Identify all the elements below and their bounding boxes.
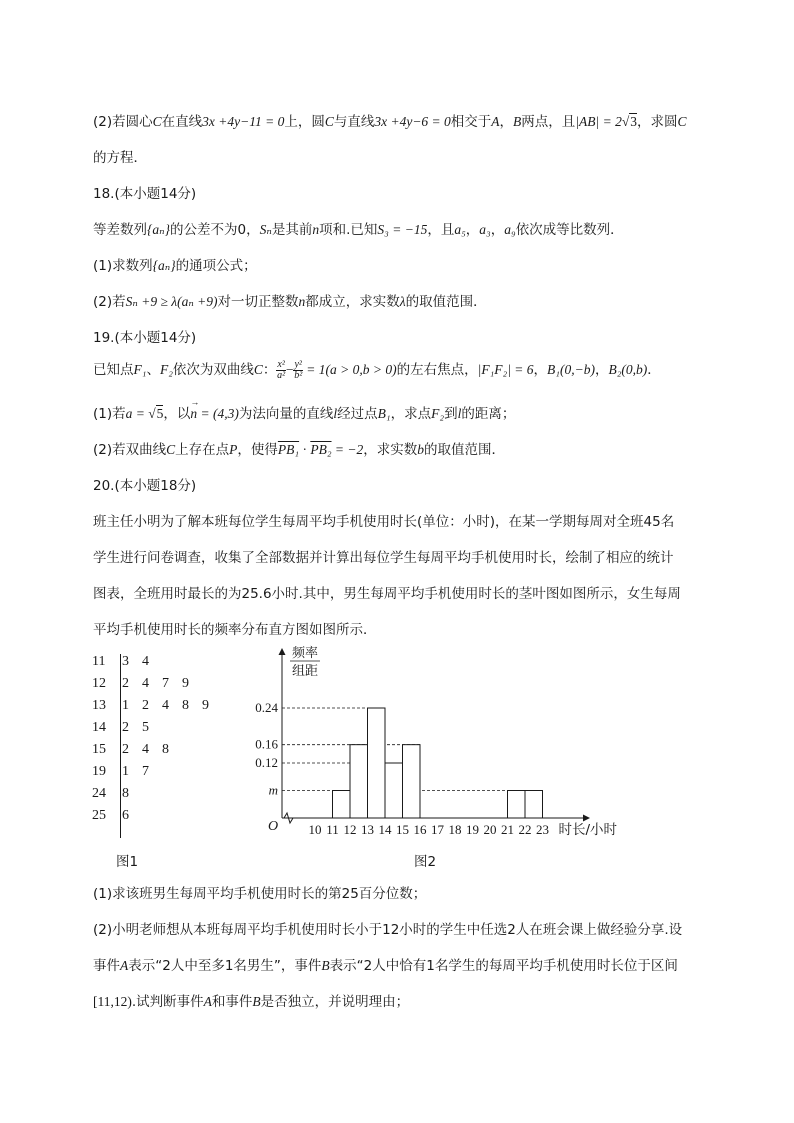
q19-part2: (2)若双曲线C上存在点P，使得PB₁ · PB₂ = −2，求实数b的取值范围．	[93, 442, 505, 458]
stem-leaf-plot	[92, 654, 232, 834]
leaf-value: 4	[142, 742, 149, 757]
q20-para-line2: 学生进行问卷调查，收集了全部数据并计算出每位学生每周平均手机使用时长，绘制了相应的统计	[93, 550, 674, 566]
histogram-bar	[333, 791, 351, 819]
q17-part2-line1: (2)若圆心C在直线3x +4y−11 = 0上，圆C与直线3x +4y−6 = 0相交于A，B两点，且|AB| = 2√3，求圆C	[93, 114, 687, 130]
q18-part1: (1)求数列{aₙ}的通项公式；	[93, 258, 257, 274]
leaf-value: 2	[122, 676, 129, 691]
x-tick-label: 23	[536, 822, 549, 837]
y-tick-label: 0.24	[255, 700, 278, 715]
y-tick-label: 0.12	[255, 755, 278, 770]
stem-value: 12	[92, 676, 106, 691]
q19-stem: 已知点F₁、F₂依次为双曲线C： $\frac{\text{x²}}{\text{a²}}$ − $\frac{\text{y²}}{\text{b²}}$ = 1(a > 0,b > 0)的左右焦点，|F₁F₂| = 6，B₁(0,−b)，B₂(0,b)．	[93, 358, 661, 381]
leaf-value: 3	[122, 654, 129, 669]
stem-value: 14	[92, 720, 106, 735]
x-tick-label: 14	[378, 822, 392, 837]
leaf-values	[122, 676, 202, 692]
leaf-value: 7	[142, 764, 149, 779]
histogram-bar	[368, 708, 386, 818]
x-tick-label: 16	[413, 822, 427, 837]
q20-para-line3: 图表，全班用时最长的为25.6小时.其中，男生每周平均手机使用时长的茎叶图如图所示，女生每周	[93, 586, 681, 602]
figure2-caption: 图2	[414, 854, 437, 870]
x-tick-label: 13	[361, 822, 374, 837]
origin-label: O	[268, 819, 279, 834]
q20-para-line4: 平均手机使用时长的频率分布直方图如图所示．	[93, 622, 377, 638]
q20-part2-line3: [11,12).试判断事件A和事件B是否独立，并说明理由；	[93, 994, 410, 1010]
leaf-values	[122, 654, 162, 670]
leaf-value: 1	[122, 698, 129, 713]
stem-value: 11	[92, 654, 106, 669]
leaf-values	[122, 808, 142, 824]
leaf-values	[122, 720, 162, 736]
histogram-bar	[525, 791, 543, 819]
y-axis-arrow	[279, 648, 286, 655]
leaf-value: 2	[142, 698, 149, 713]
leaf-value: 2	[122, 720, 129, 735]
histogram-bar	[508, 791, 526, 819]
leaf-value: 6	[122, 808, 129, 823]
stem-value: 24	[92, 786, 106, 801]
leaf-values	[122, 742, 182, 758]
x-tick-label: 22	[518, 822, 532, 837]
q20-part1: (1)求该班男生每周平均手机使用时长的第25百分位数；	[93, 886, 427, 902]
x-axis-arrow	[583, 815, 590, 822]
histogram-bar	[385, 763, 403, 818]
x-tick-label: 15	[396, 822, 409, 837]
stem-value: 25	[92, 808, 106, 823]
fraction-y: $\frac{\text{y²}}{\text{b²}}$	[294, 358, 303, 381]
x-tick-label: 17	[431, 822, 444, 837]
leaf-value: 4	[142, 676, 149, 691]
histogram-bar	[350, 745, 368, 818]
q20-header: 20.(本小题18分)	[93, 478, 197, 494]
x-tick-label: 19	[466, 822, 479, 837]
leaf-value: 4	[162, 698, 169, 713]
leaf-value: 2	[122, 742, 129, 757]
x-tick-label: 18	[448, 822, 462, 837]
x-tick-label: 21	[501, 822, 514, 837]
leaf-value: 8	[162, 742, 169, 757]
x-tick-label: 20	[483, 822, 497, 837]
q20-para-line1: 班主任小明为了解本班每位学生每周平均手机使用时长(单位：小时)，在某一学期每周对全班45名	[93, 514, 675, 530]
q18-header: 18.(本小题14分)	[93, 186, 197, 202]
leaf-value: 9	[202, 698, 209, 713]
leaf-values	[122, 698, 222, 714]
x-tick-label: 11	[326, 822, 339, 837]
stem-value: 19	[92, 764, 106, 779]
q20-part2-line1: (2)小明老师想从本班每周平均手机使用时长小于12小时的学生中任选2人在班会课上做经验分享.设	[93, 922, 683, 938]
y-axis-label-top: 频率	[292, 646, 319, 661]
stem-leaf-divider	[120, 654, 121, 838]
stem-value: 13	[92, 698, 106, 713]
stem-value: 15	[92, 742, 106, 757]
histogram-bar	[403, 745, 421, 818]
x-tick-label: 10	[308, 822, 322, 837]
q19-header: 19.(本小题14分)	[93, 330, 197, 346]
leaf-value: 5	[142, 720, 149, 735]
q18-part2: (2)若Sₙ +9 ≥ λ(aₙ +9)对一切正整数n都成立，求实数λ的取值范围．	[93, 294, 487, 310]
y-tick-label: 0.16	[255, 736, 278, 752]
fraction-x: $\frac{\text{x²}}{\text{a²}}$	[277, 358, 286, 381]
leaf-values	[122, 786, 142, 802]
leaf-value: 8	[182, 698, 189, 713]
leaf-values	[122, 764, 162, 780]
y-tick-label: m	[268, 782, 278, 798]
frequency-histogram	[240, 642, 640, 842]
leaf-value: 4	[142, 654, 149, 669]
q20-part2-line2: 事件A表示“2人中至多1名男生”，事件B表示“2人中恰有1名学生的每周平均手机使用时长位于区间	[93, 958, 678, 974]
leaf-value: 1	[122, 764, 129, 779]
y-axis-label-bottom: 组距	[292, 664, 319, 679]
q17-part2-line2: 的方程．	[93, 150, 147, 166]
leaf-value: 7	[162, 676, 169, 691]
leaf-value: 8	[122, 786, 129, 801]
q18-stem: 等差数列{aₙ}的公差不为0，Sₙ是其前n项和.已知S₃ = −15，且a₅，a₃，a₉依次成等比数列．	[93, 222, 624, 238]
x-axis-label: 时长/小时	[558, 822, 618, 838]
figure1-caption: 图1	[116, 854, 139, 870]
x-tick-label: 12	[343, 822, 357, 837]
q19-part1: (1)若a = √5，以n → = (4,3)为法向量的直线l经过点B₁，求点F₂到l的距离；	[93, 397, 516, 422]
leaf-value: 9	[182, 676, 189, 691]
